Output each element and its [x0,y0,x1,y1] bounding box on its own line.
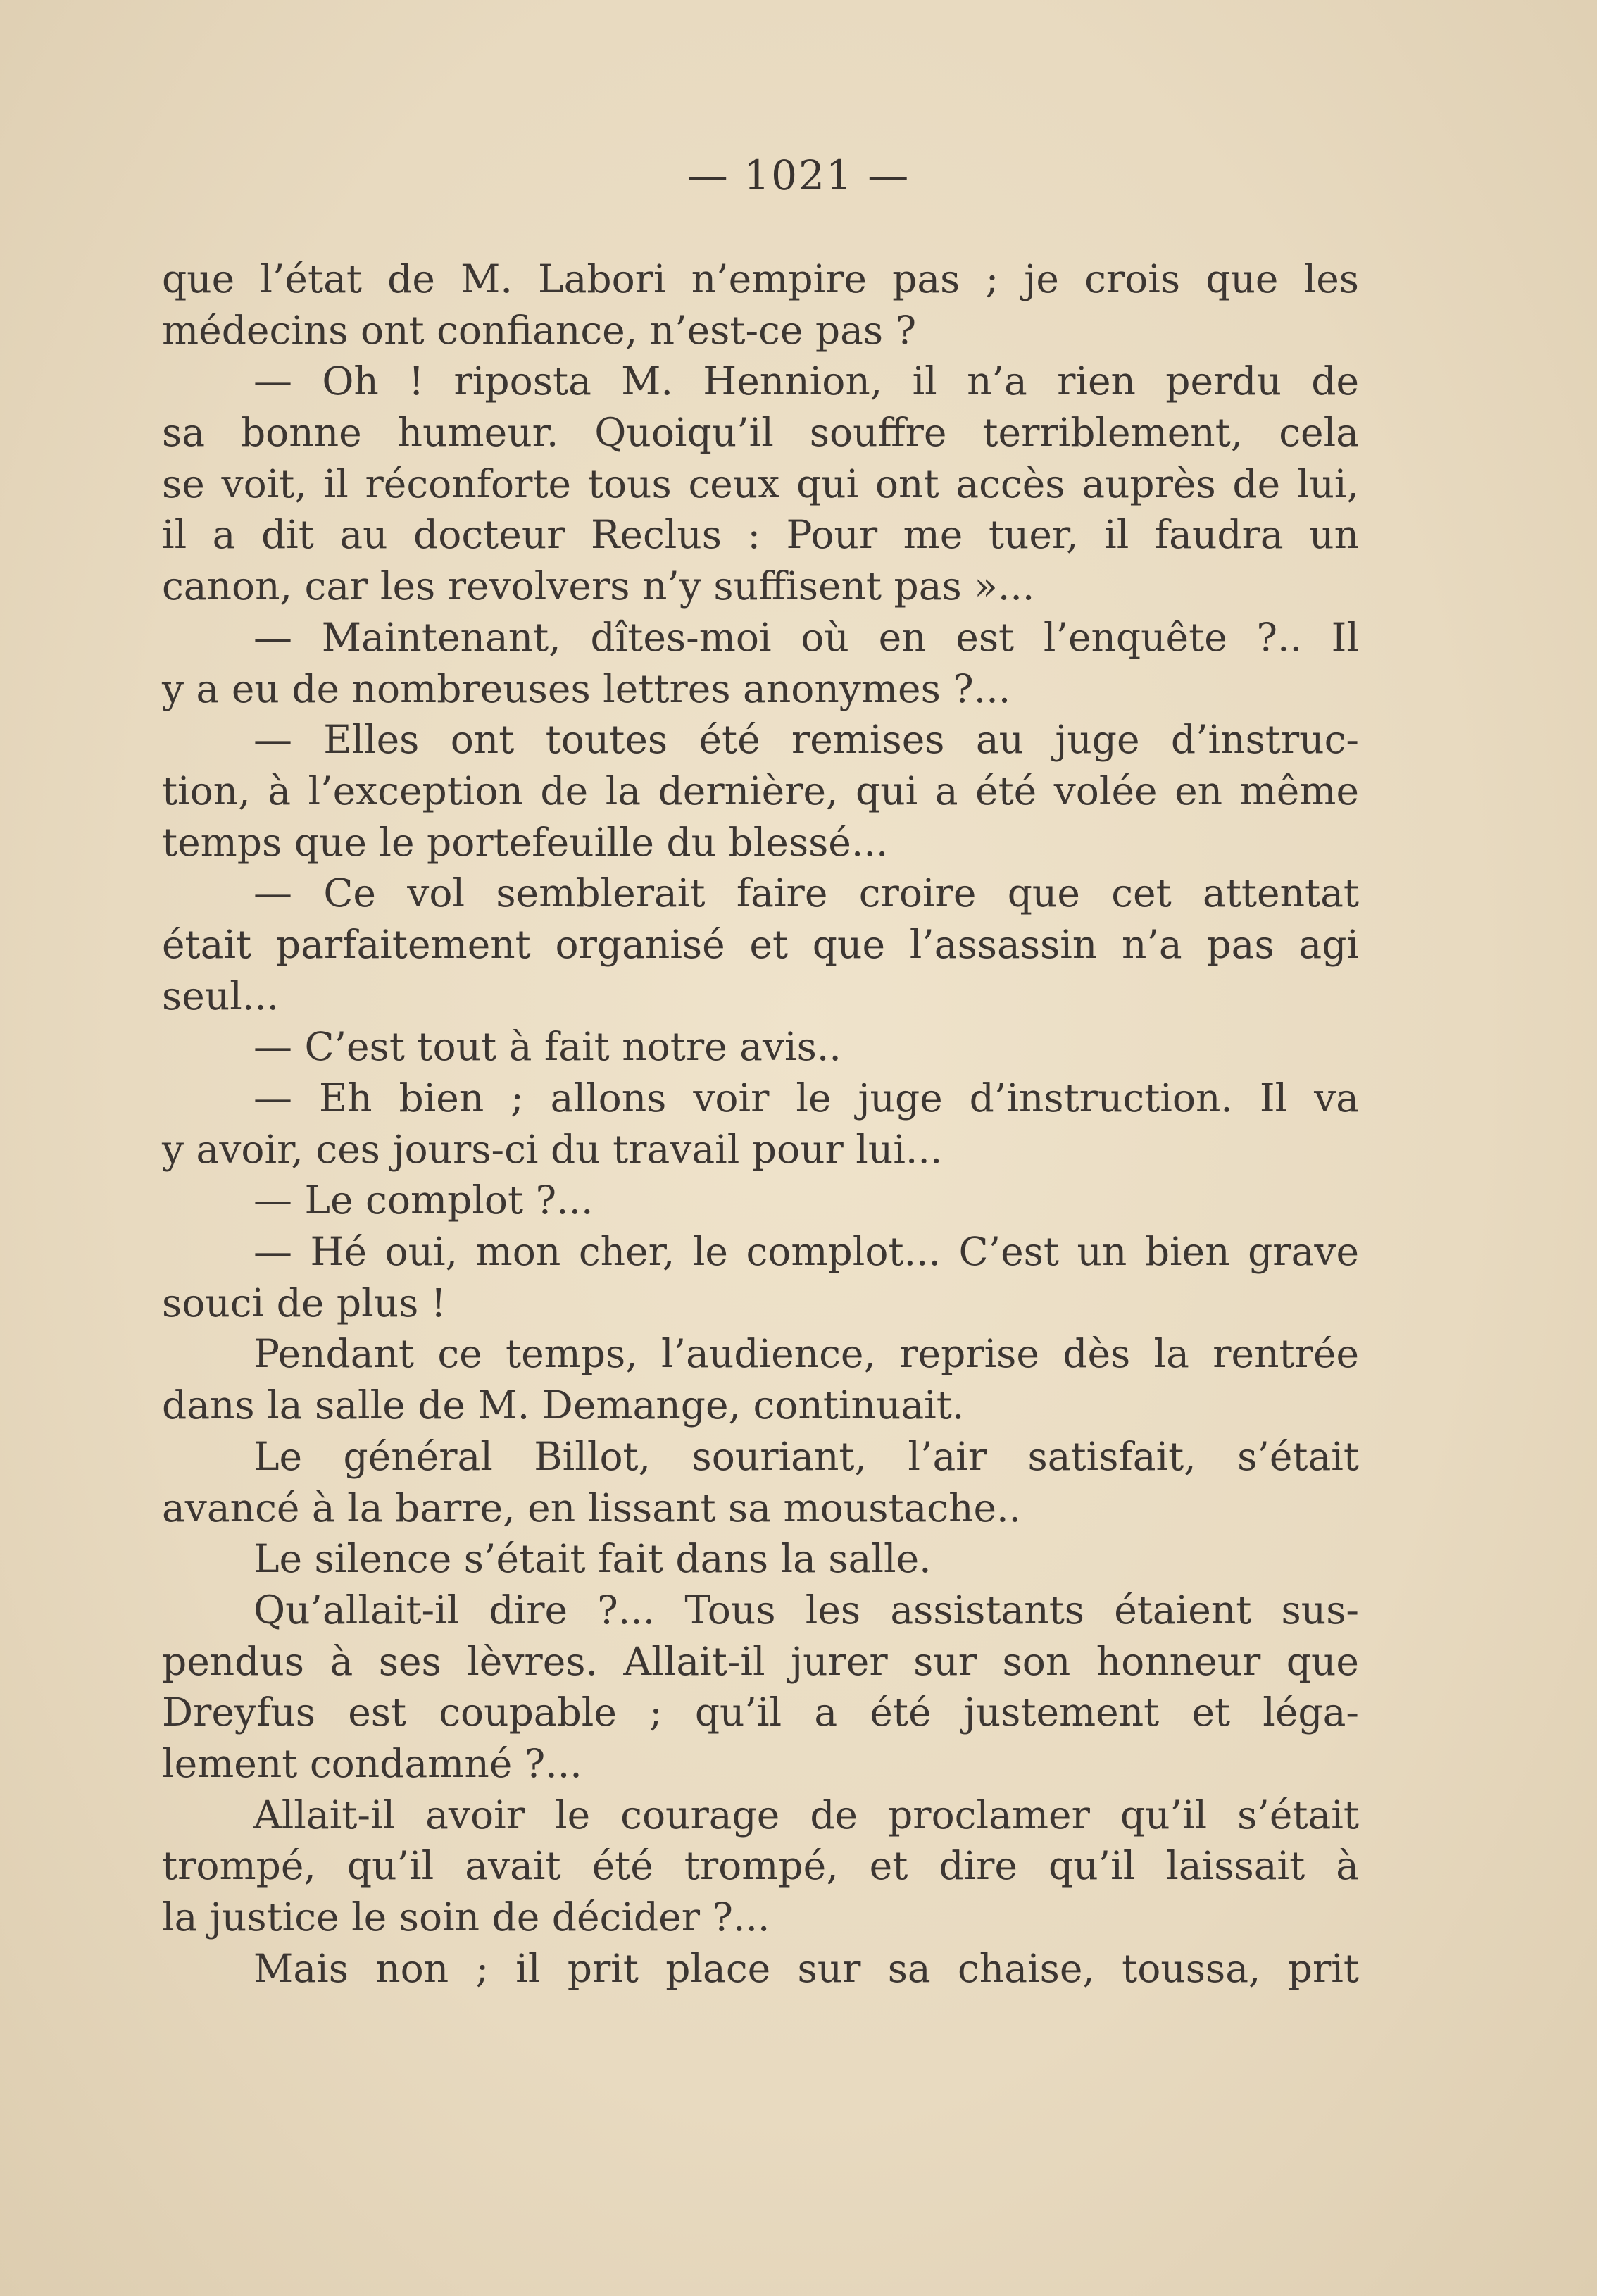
text-line: Le général Billot, souriant, l’air satisfait, s’était [253,1433,1359,1479]
text-line: — Oh ! riposta M. Hennion, il n’a rien perdu de [253,358,1359,404]
text-line: Qu’allait-il dire ?... Tous les assistants étaient sus- [253,1587,1359,1633]
text-line: se voit, il réconforte tous ceux qui ont accès auprès de lui, [162,461,1359,506]
text-line: souci de plus ! [162,1280,446,1325]
text-line: dans la salle de M. Demange, continuait. [162,1383,965,1428]
text-line: sa bonne humeur. Quoiqu’il souffre terriblement, cela [162,410,1359,456]
text-line: y a eu de nombreuses lettres anonymes ?... [162,666,1011,711]
text-line: il a dit au docteur Reclus : Pour me tuer, il faudra un [162,512,1359,558]
text-line: — Eh bien ; allons voir le juge d’instruction. Il va [253,1075,1359,1121]
page-body-text [162,254,1359,1994]
text-line: Allait-il avoir le courage de proclamer qu’il s’était [253,1792,1359,1838]
text-line: pendus à ses lèvres. Allait-il jurer sur son honneur que [162,1638,1359,1684]
text-line: — Hé oui, mon cher, le complot... C’est un bien grave [253,1229,1359,1275]
text-line: la justice le soin de décider ?... [162,1895,770,1940]
text-line: Pendant ce temps, l’audience, reprise dès la rentrée [253,1331,1359,1377]
text-line: y avoir, ces jours-ci du travail pour lui... [162,1126,943,1172]
text-line: — Ce vol semblerait faire croire que cet attentat [253,871,1359,916]
text-line: tion, à l’exception de la dernière, qui a été volée en même [162,768,1359,813]
text-line: avancé à la barre, en lissant sa moustache.. [162,1485,1022,1530]
text-line: Dreyfus est coupable ; qu’il a été justement et léga- [162,1690,1359,1735]
text-line: — Elles ont toutes été remises au juge d’instruc- [253,717,1359,763]
page-number: — 1021 — [687,151,910,199]
text-line: Mais non ; il prit place sur sa chaise, toussa, prit [253,1945,1359,1991]
text-line: — Maintenant, dîtes-moi où en est l’enquête ?.. Il [253,614,1359,660]
text-line: que l’état de M. Labori n’empire pas ; je crois que les [162,256,1359,301]
text-line: seul... [162,973,280,1018]
text-line: — Le complot ?... [253,1178,594,1223]
text-line: était parfaitement organisé et que l’assassin n’a pas agi [162,921,1359,967]
text-line: — C’est tout à fait notre avis.. [253,1024,841,1070]
text-line: médecins ont confiance, n’est-ce pas ? [162,307,917,353]
text-line: Le silence s’était fait dans la salle. [253,1536,932,1582]
text-line: canon, car les revolvers n’y suffisent pas »... [162,563,1035,609]
text-line: lement condamné ?... [162,1740,582,1786]
text-line: trompé, qu’il avait été trompé, et dire qu’il laissait à [162,1843,1359,1889]
text-line: temps que le portefeuille du blessé... [162,819,889,865]
